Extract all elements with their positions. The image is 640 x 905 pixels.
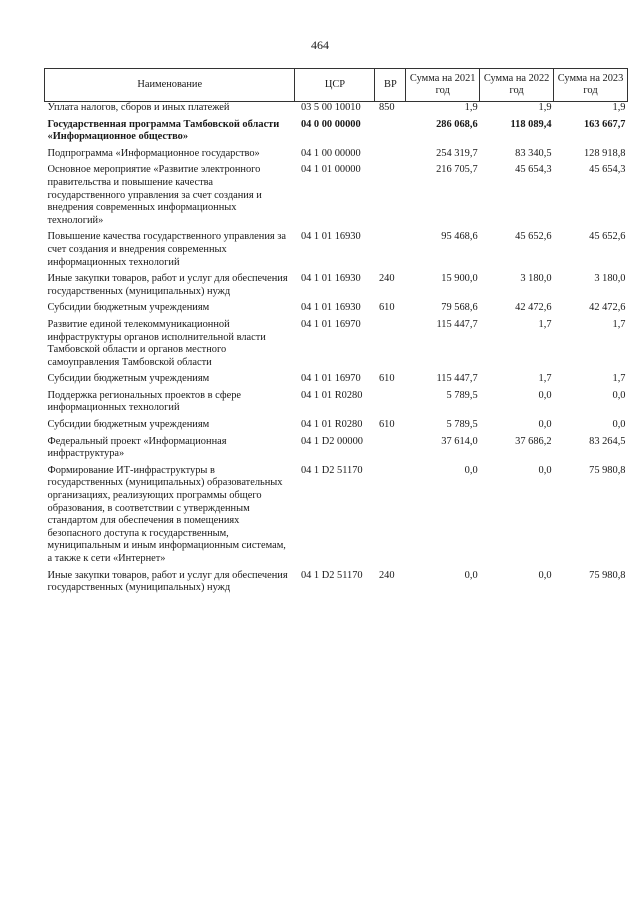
header-name: Наименование — [45, 69, 295, 102]
row-vr — [375, 436, 406, 465]
table-row — [45, 390, 628, 419]
row-csr: 04 1 01 16970 — [300, 318, 361, 330]
row-sum-2021: 0,0 — [464, 569, 478, 581]
row-name: Повышение качества государственного управления за счет создания и внедрения современных информационных технологий — [47, 231, 286, 268]
row-csr: 04 1 00 00000 — [300, 147, 361, 159]
table-row — [45, 419, 628, 436]
row-name: Федеральный проект «Информационная инфраструктура» — [47, 435, 227, 460]
row-sum-2021: 216 705,7 — [436, 164, 478, 176]
row-sum-2022: 3 180,0 — [520, 273, 552, 285]
header-sum-2023: Сумма на 2023 год — [554, 69, 628, 102]
row-sum-2023: 0,0 — [612, 419, 626, 431]
row-name: Иные закупки товаров, работ и услуг для обеспечения государственных (муниципальных) нужд — [47, 273, 288, 297]
row-name: Субсидии бюджетным учреждениям — [47, 373, 210, 385]
row-name: Иные закупки товаров, работ и услуг для обеспечения государственных (муниципальных) нужд — [47, 569, 288, 594]
row-vr: 240 — [378, 569, 395, 581]
table-row — [45, 373, 628, 390]
row-vr — [375, 164, 406, 231]
row-name: Уплата налогов, сборов и иных платежей — [47, 102, 230, 113]
row-sum-2023: 1,7 — [612, 373, 626, 385]
row-sum-2023: 163 667,7 — [583, 118, 626, 130]
row-vr: 240 — [378, 273, 395, 285]
row-sum-2023: 3 180,0 — [594, 273, 626, 285]
row-csr: 04 1 01 16970 — [300, 373, 361, 385]
row-vr: 610 — [378, 302, 395, 314]
row-sum-2023: 1,9 — [612, 102, 626, 113]
row-sum-2022: 1,9 — [538, 102, 552, 113]
header-vr: ВР — [375, 69, 406, 102]
row-sum-2023: 83 264,5 — [589, 435, 626, 447]
table-row — [45, 465, 628, 570]
row-sum-2021: 5 789,5 — [446, 419, 478, 431]
row-sum-2021: 95 468,6 — [441, 231, 478, 243]
row-vr: 610 — [378, 419, 395, 431]
row-sum-2021: 286 068,6 — [436, 118, 478, 130]
row-sum-2022: 83 340,5 — [515, 147, 552, 159]
header-row — [45, 69, 628, 102]
row-csr: 04 1 01 R0280 — [300, 389, 363, 401]
row-csr: 04 0 00 00000 — [300, 118, 361, 130]
header-sum-2022: Сумма на 2022 год — [480, 69, 554, 102]
row-sum-2022: 0,0 — [538, 464, 552, 476]
page-number: 464 — [311, 38, 329, 52]
table-row — [45, 231, 628, 273]
row-csr: 04 1 D2 00000 — [300, 435, 363, 447]
row-sum-2023: 75 980,8 — [589, 464, 626, 476]
row-name: Основное мероприятие «Развитие электронного правительства и повышение качества государственного управления за счет создания и внедрения современных информационных технологий» — [47, 164, 262, 226]
table-row — [45, 302, 628, 319]
table-row — [45, 119, 628, 148]
row-sum-2023: 45 652,6 — [589, 231, 626, 243]
row-sum-2021: 254 319,7 — [436, 147, 478, 159]
table-row — [45, 436, 628, 465]
row-csr: 04 1 01 16930 — [300, 273, 361, 285]
row-csr: 04 1 01 16930 — [300, 231, 361, 243]
row-sum-2021: 79 568,6 — [441, 302, 478, 314]
row-name: Государственная программа Тамбовской области «Информационное общество» — [47, 118, 280, 143]
table-body — [45, 102, 628, 599]
budget-table — [44, 68, 628, 599]
row-vr — [375, 465, 406, 570]
row-sum-2023: 128 918,8 — [583, 147, 626, 159]
row-name: Поддержка региональных проектов в сфере информационных технологий — [47, 389, 242, 414]
row-sum-2023: 1,7 — [612, 318, 626, 330]
row-name: Формирование ИТ-инфраструктуры в государственных (муниципальных) образовательных организациях, реализующих программы общего образования, в соответствии с утвержденным стандартом для обеспечения в помещениях безопасного доступа к государственным, муниципальным и иным информационным системам, а также к сети «Интернет» — [47, 464, 286, 564]
row-sum-2021: 5 789,5 — [446, 389, 478, 401]
row-sum-2022: 1,7 — [538, 318, 552, 330]
row-sum-2022: 0,0 — [538, 569, 552, 581]
table-row — [45, 570, 628, 599]
table-row — [45, 148, 628, 165]
row-sum-2022: 118 089,4 — [510, 118, 552, 130]
row-sum-2021: 15 900,0 — [441, 273, 478, 285]
row-sum-2022: 1,7 — [538, 373, 552, 385]
row-sum-2023: 42 472,6 — [589, 302, 626, 314]
row-sum-2021: 37 614,0 — [441, 435, 478, 447]
row-name: Развитие единой телекоммуникационной инфраструктуры органов исполнительной власти Тамбовской области и органов местного самоуправления Тамбовской области — [47, 318, 266, 368]
row-csr: 04 1 01 16930 — [300, 302, 361, 314]
row-name: Подпрограмма «Информационное государство» — [47, 147, 260, 159]
row-sum-2022: 45 654,3 — [515, 164, 552, 176]
row-vr — [375, 390, 406, 419]
row-sum-2021: 1,9 — [464, 102, 478, 113]
table-row — [45, 102, 628, 119]
row-sum-2021: 0,0 — [464, 464, 478, 476]
header-sum-2021: Сумма на 2021 год — [406, 69, 480, 102]
row-vr — [375, 119, 406, 148]
table-header — [45, 69, 628, 102]
row-csr: 04 1 D2 51170 — [300, 464, 363, 476]
row-sum-2022: 0,0 — [538, 419, 552, 431]
table-row — [45, 164, 628, 231]
row-vr — [375, 148, 406, 165]
row-sum-2023: 45 654,3 — [589, 164, 626, 176]
row-sum-2023: 75 980,8 — [589, 569, 626, 581]
table-row — [45, 273, 628, 302]
row-name: Субсидии бюджетным учреждениям — [47, 419, 210, 431]
row-sum-2021: 115 447,7 — [436, 373, 478, 385]
row-name: Субсидии бюджетным учреждениям — [47, 302, 210, 314]
row-csr: 04 1 01 R0280 — [300, 419, 363, 431]
row-sum-2022: 0,0 — [538, 389, 552, 401]
header-csr: ЦСР — [295, 69, 375, 102]
row-vr: 850 — [378, 102, 395, 113]
row-sum-2022: 37 686,2 — [515, 435, 552, 447]
row-sum-2021: 115 447,7 — [436, 318, 478, 330]
row-sum-2023: 0,0 — [612, 389, 626, 401]
row-csr: 04 1 D2 51170 — [300, 569, 363, 581]
row-csr: 03 5 00 10010 — [300, 102, 361, 113]
row-vr: 610 — [378, 373, 395, 385]
row-vr — [375, 319, 406, 373]
row-vr — [375, 231, 406, 273]
row-csr: 04 1 01 00000 — [300, 164, 361, 176]
row-sum-2022: 42 472,6 — [515, 302, 552, 314]
row-sum-2022: 45 652,6 — [515, 231, 552, 243]
table-row — [45, 319, 628, 373]
